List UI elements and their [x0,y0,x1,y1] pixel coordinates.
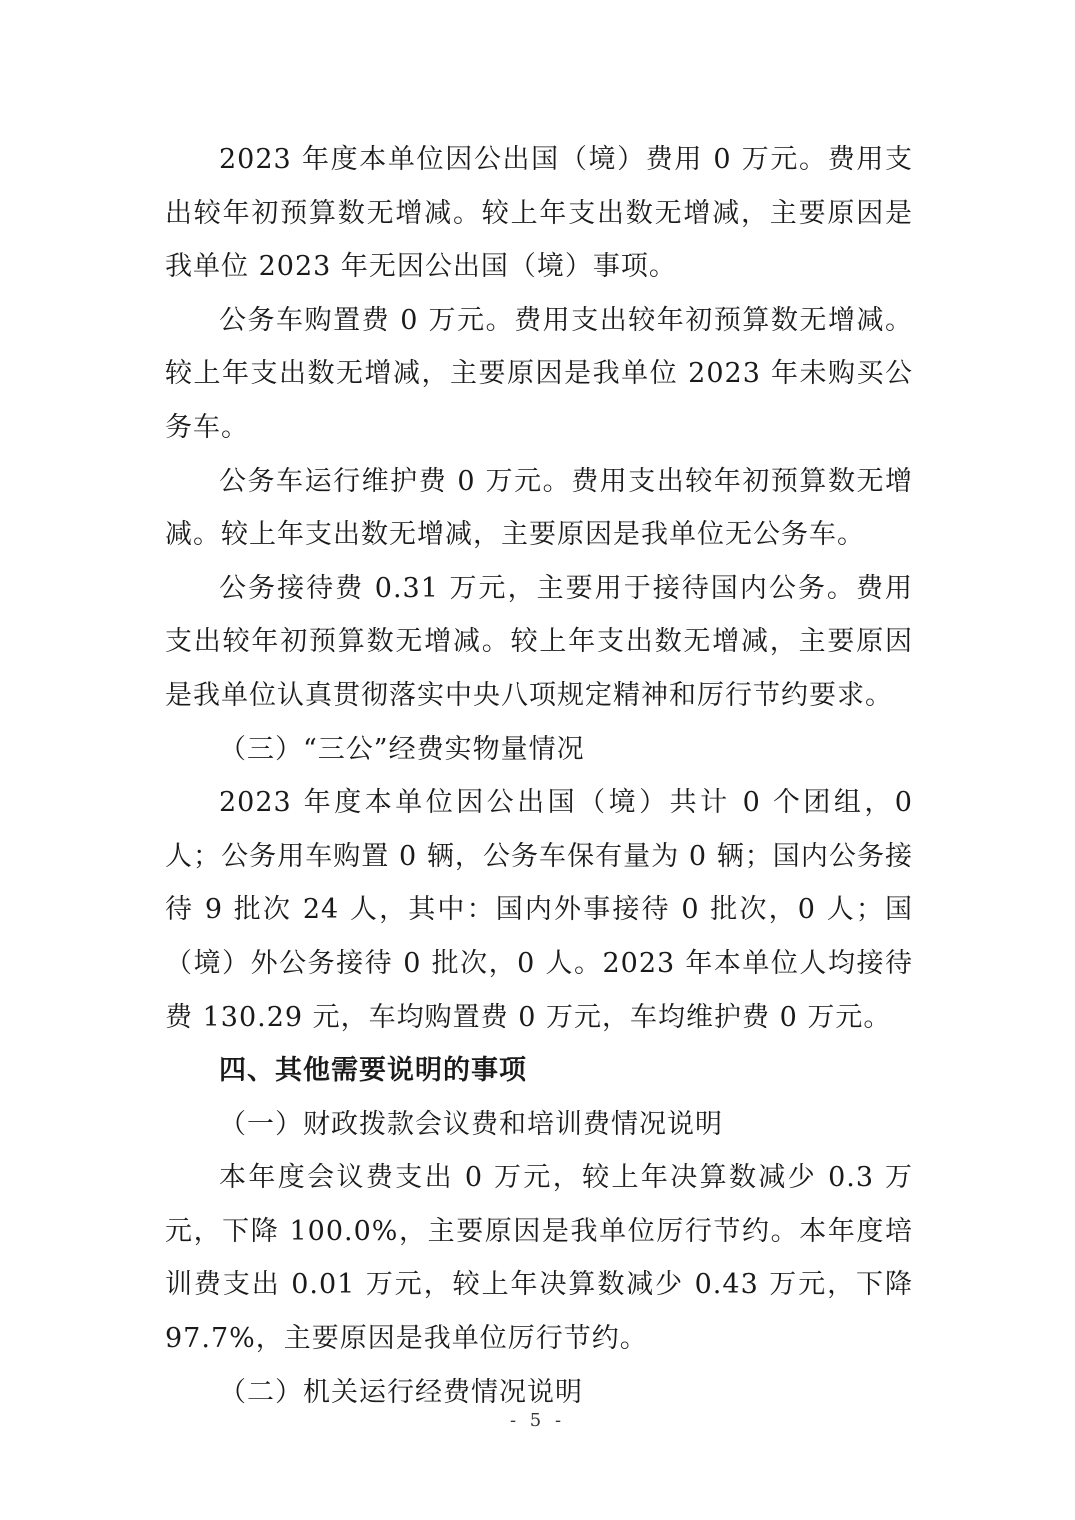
paragraph-vehicle-purchase: 公务车购置费 0 万元。费用支出较年初预算数无增减。较上年支出数无增减，主要原因是我单位 2023 年未购买公务车。 [165,304,913,443]
document-body [165,133,913,1419]
page-number: - 5 - [509,1410,566,1431]
heading-meeting-training: （一）财政拨款会议费和培训费情况说明 [219,1108,723,1140]
paragraph-quantities: 2023 年度本单位因公出国（境）共计 0 个团组，0 人；公务用车购置 0 辆，公务车保有量为 0 辆；国内公务接待 9 批次 24 人，其中：国内外事接待 0 批次，0 人；国（境）外公务接待 0 批次，0 人。2023 年本单位人均接待费 130.29 元，车均购置费 0 万元，车均维护费 0 万元。 [165,787,913,1033]
section-title-other-matters: 四、其他需要说明的事项 [219,1055,527,1087]
paragraph-meeting-training: 本年度会议费支出 0 万元，较上年决算数减少 0.3 万元，下降 100.0%，主要原因是我单位厉行节约。本年度培训费支出 0.01 万元，较上年决算数减少 0.43 万元，下降 97.7%，主要原因是我单位厉行节约。 [165,1162,913,1355]
paragraph-vehicle-maintenance: 公务车运行维护费 0 万元。费用支出较年初预算数无增减。较上年支出数无增减，主要原因是我单位无公务车。 [165,465,913,551]
paragraph-overseas-travel: 2023 年度本单位因公出国（境）费用 0 万元。费用支出较年初预算数无增减。较上年支出数无增减，主要原因是我单位 2023 年无因公出国（境）事项。 [165,144,913,283]
heading-operating-expenses: （二）机关运行经费情况说明 [219,1376,583,1408]
heading-three-public-quantities: （三）“三公”经费实物量情况 [219,733,585,765]
paragraph-reception: 公务接待费 0.31 万元，主要用于接待国内公务。费用支出较年初预算数无增减。较上年支出数无增减，主要原因是我单位认真贯彻落实中央八项规定精神和厉行节约要求。 [165,572,913,711]
